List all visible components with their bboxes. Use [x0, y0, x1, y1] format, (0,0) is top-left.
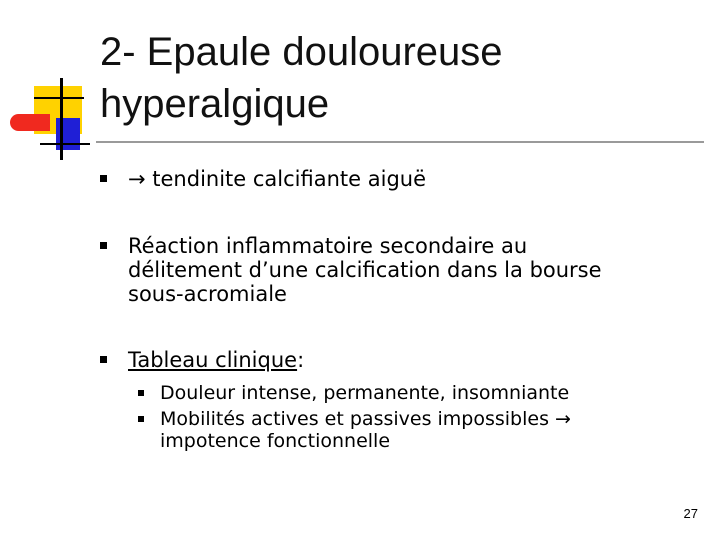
sub-bullet-item [160, 382, 718, 404]
title-divider [96, 141, 704, 143]
bullet-text: sous-acromiale [128, 282, 287, 306]
tableau-clinique-label: Tableau clinique [128, 348, 298, 372]
page-number: 27 [683, 506, 698, 521]
slide-title [100, 26, 503, 130]
decor-horizontal-line [40, 143, 90, 145]
sub-bullet-item [160, 408, 718, 452]
bullet-text: délitement d’une calcification dans la bourse [128, 258, 602, 282]
bullet-item [128, 167, 718, 191]
sub-bullet-text: Douleur intense, permanente, insomniante [160, 382, 570, 404]
decor-red-bar [10, 114, 50, 131]
bullet-list [128, 160, 718, 452]
square-bullet-icon [138, 416, 144, 422]
square-bullet-icon [100, 242, 107, 249]
bullet-text [128, 348, 718, 372]
sub-bullet-text: Mobilités actives et passives impossibles → [160, 408, 571, 430]
square-bullet-icon [100, 175, 107, 182]
sub-bullet-text: impotence fonctionnelle [160, 430, 391, 452]
decor-vertical-line [60, 78, 63, 160]
bullet-text: Réaction inflammatoire secondaire au [128, 234, 528, 258]
bullet-item [128, 348, 718, 452]
slide-title-line: hyperalgique [100, 82, 330, 126]
bullet-text: → tendinite calcifiante aiguë [128, 167, 426, 191]
sub-bullet-list [160, 382, 718, 452]
label-suffix: : [297, 348, 305, 372]
square-bullet-icon [138, 390, 144, 396]
slide-title-line: 2- Epaule douloureuse [100, 30, 503, 74]
decor-horizontal-line [34, 97, 84, 99]
square-bullet-icon [100, 356, 107, 363]
bullet-item [128, 234, 718, 306]
